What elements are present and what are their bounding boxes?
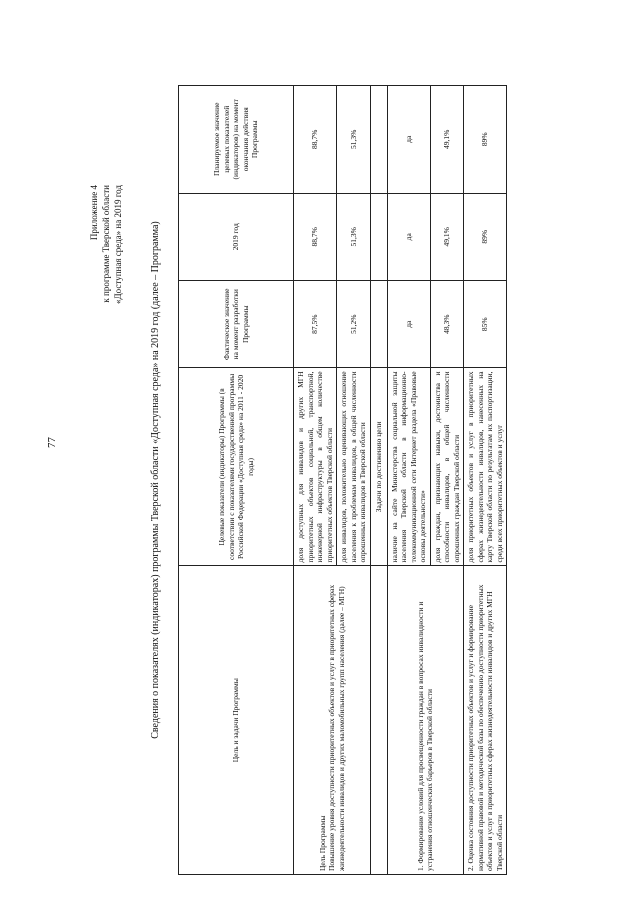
- goal-label: Цель Программы: [317, 815, 327, 871]
- plan-cell: 89%: [464, 86, 507, 194]
- indicator-cell: доля доступных для инвалидов и других МГН приоритетных объектов социальной, транспортной, инженерной инфраструктуры в общем количестве приоритетных объектов Тверской области: [294, 368, 337, 566]
- year-2019-cell: да: [387, 193, 430, 280]
- fact-cell: да: [387, 281, 430, 368]
- document-title: Сведения о показателях (индикаторах) программы Тверской области «Доступная среда» на 2019 год (далее – Программа): [150, 221, 161, 739]
- year-2019-cell: 51,3%: [337, 193, 371, 280]
- tasks-header-row: [370, 86, 387, 875]
- appendix-line-1: Приложение 4: [89, 185, 99, 241]
- header-fact: Фактическое значение на момент разработки Программы: [179, 281, 294, 368]
- header-indicators: Целевые показатели (индикаторы) Программы (в соответствии с показателями государственной программы Российской Федерации «Доступная среда» на 2011 - 2020 годы): [179, 368, 294, 566]
- indicator-cell: доля граждан, признающих навыки, достоинства и способности инвалидов, в общей численности опрошенных граждан Тверской области: [430, 368, 464, 566]
- goal-cell: [294, 566, 371, 875]
- indicator-cell: доля инвалидов, положительно оценивающих отношение населения к проблемам инвалидов, в общей численности опрошенных инвалидов в Тверской области: [337, 368, 371, 566]
- plan-cell: 51,3%: [337, 86, 371, 194]
- fact-cell: 48,3%: [430, 281, 464, 368]
- appendix-line-2: к программе Тверской области: [101, 185, 111, 303]
- fact-cell: 51,2%: [337, 281, 371, 368]
- task-2-cell: 2. Оценка состояния доступности приоритетных объектов и услуг и формирование нормативной правовой и методической базы по обеспечению доступности приоритетных объектов и услуг в приоритетных сферах жизнедеятельности инвалидов и других МГН Тверской области: [464, 566, 507, 875]
- appendix-block: [88, 185, 124, 304]
- header-goal: Цель и задачи Программы: [179, 566, 294, 875]
- plan-cell: 49,1%: [430, 86, 464, 194]
- page-number: 77: [46, 437, 58, 448]
- tasks-header-spacer: [370, 86, 387, 194]
- plan-cell: да: [387, 86, 430, 194]
- table-row: [294, 86, 337, 875]
- year-2019-cell: 49,1%: [430, 193, 464, 280]
- tasks-header: Задачи по достижению цели: [370, 368, 387, 566]
- appendix-line-3: «Доступная среда» на 2019 год: [113, 185, 123, 304]
- year-2019-cell: 88,7%: [294, 193, 337, 280]
- table-header-row: [179, 86, 294, 875]
- tasks-header-spacer: [370, 193, 387, 280]
- landscape-page: [0, 55, 640, 905]
- task-1-cell: 1. Формирование условий для просвещенности граждан в вопросах инвалидности и устранения отношенческих барьеров в Тверской области: [387, 566, 464, 875]
- indicators-table: [178, 85, 507, 875]
- indicator-cell: доля приоритетных объектов и услуг в приоритетных сферах жизнедеятельности инвалидов, нанесенных на карту Тверской области по результатам их паспортизации, среди всех приоритетных объектов и услуг: [464, 368, 507, 566]
- indicator-cell: наличие на сайте Министерства социальной защиты населения Тверской области в информационно-телекоммуникационной сети Интернет раздела «Правовые основы деятельности»: [387, 368, 430, 566]
- table-row: [387, 86, 430, 875]
- plan-cell: 88,7%: [294, 86, 337, 194]
- fact-cell: 85%: [464, 281, 507, 368]
- goal-text: Повышение уровня доступности приоритетных объектов и услуг в приоритетных сферах жизнедеятельности инвалидов и других маломобильных групп населения (далее – МГН): [327, 584, 346, 871]
- year-2019-cell: 89%: [464, 193, 507, 280]
- fact-cell: 87,5%: [294, 281, 337, 368]
- header-plan: Планируемое значение целевых показателей (индикаторов) на момент окончания действия Программы: [179, 86, 294, 194]
- table-row: [464, 86, 507, 875]
- header-2019: 2019 год: [179, 193, 294, 280]
- tasks-header-spacer: [370, 281, 387, 368]
- tasks-header-spacer: [370, 566, 387, 875]
